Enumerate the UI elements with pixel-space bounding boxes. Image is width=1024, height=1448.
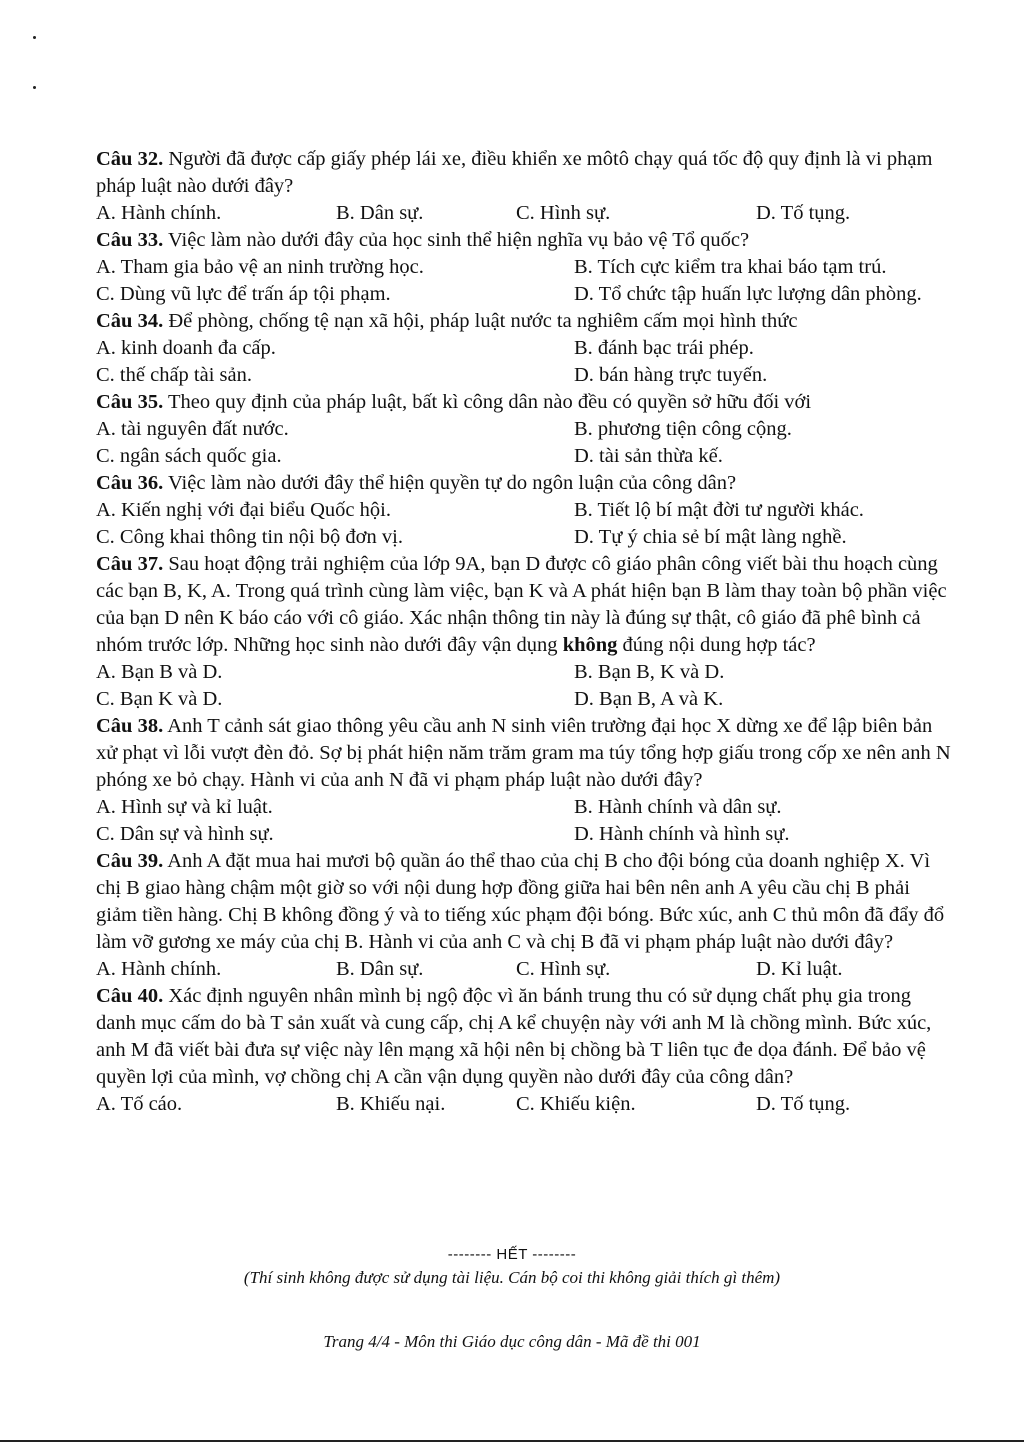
option-a[interactable]: A. Hình sự và kỉ luật.	[96, 796, 273, 818]
question-text: Người đã được cấp giấy phép lái xe, điều khiển xe môtô chạy quá tốc độ quy định là vi phạm pháp luật nào dưới đây?	[96, 148, 933, 197]
question-label: Câu 39.	[96, 850, 164, 872]
question-label: Câu 33.	[96, 229, 164, 251]
question-stem	[96, 146, 956, 200]
option-d[interactable]: D. Tố tụng.	[756, 1093, 851, 1115]
question-38	[96, 713, 956, 848]
option-b[interactable]: B. Khiếu nại.	[336, 1093, 446, 1115]
option-b[interactable]: B. đánh bạc trái phép.	[574, 337, 754, 359]
option-d[interactable]: D. Kỉ luật.	[756, 958, 843, 980]
option-d[interactable]: D. Tự ý chia sẻ bí mật làng nghề.	[574, 526, 847, 548]
option-d[interactable]: D. bán hàng trực tuyến.	[574, 364, 768, 386]
question-text: Sau hoạt động trải nghiệm của lớp 9A, bạn D được cô giáo phân công viết bài thu hoạch cùng các bạn B, K, A. Trong quá trình cùng làm việc, bạn K và A phát hiện bạn B làm thay toàn bộ phần việc của bạn D nên K báo cáo với cô giáo. Xác nhận thông tin này là đúng sự thật, cô giáo đã phê bình cả nhóm trước lớp. Những học sinh nào dưới đây vận dụng	[96, 553, 947, 656]
question-text: Anh A đặt mua hai mươi bộ quần áo thể thao của chị B cho đội bóng của doanh nghiệp X. Vì chị B giao hàng chậm một giờ so với nội dung hợp đồng giữa hai bên nên anh A yêu cầu chị B phải giảm tiền hàng. Chị B không đồng ý và to tiếng xúc phạm đội bóng. Bức xúc, anh C thủ môn đã đẩy đổ làm vỡ gương xe máy của chị B. Hành vi của anh C và chị B đã vi phạm pháp luật nào dưới đây?	[96, 850, 945, 953]
question-stem	[96, 308, 956, 335]
end-of-exam-mark: -------- HẾT --------	[447, 1246, 577, 1263]
option-a[interactable]: A. tài nguyên đất nước.	[96, 418, 289, 440]
question-text: Anh T cảnh sát giao thông yêu cầu anh N sinh viên trường đại học X dừng xe để lập biên bản xử phạt vì lỗi vượt đèn đỏ. Sợ bị phát hiện năm trăm gram ma túy tổng hợp giấu trong cốp xe nên anh N phóng xe bỏ chạy. Hành vi của anh N đã vi phạm pháp luật nào dưới đây?	[96, 715, 951, 791]
scan-mark	[33, 36, 36, 39]
option-c[interactable]: C. Công khai thông tin nội bộ đơn vị.	[96, 526, 403, 548]
option-c[interactable]: C. Khiếu kiện.	[516, 1093, 636, 1115]
question-text-end: đúng nội dung hợp tác?	[622, 634, 816, 656]
question-stem	[96, 551, 956, 659]
exam-page	[96, 146, 956, 1118]
question-stem	[96, 389, 956, 416]
option-b[interactable]: B. Bạn B, K và D.	[574, 661, 725, 683]
scan-border-line	[0, 1440, 1024, 1442]
question-label: Câu 38.	[96, 715, 164, 737]
page-footer: Trang 4/4 - Môn thi Giáo dục công dân - Mã đề thi 001	[323, 1332, 701, 1351]
option-a[interactable]: A. Kiến nghị với đại biểu Quốc hội.	[96, 499, 391, 521]
question-label: Câu 35.	[96, 391, 164, 413]
answer-options	[96, 1091, 956, 1118]
question-label: Câu 37.	[96, 553, 164, 575]
option-c[interactable]: C. Hình sự.	[516, 958, 611, 980]
option-a[interactable]: A. kinh doanh đa cấp.	[96, 337, 276, 359]
option-c[interactable]: C. ngân sách quốc gia.	[96, 445, 282, 467]
option-c[interactable]: C. Hình sự.	[516, 202, 611, 224]
question-text: Theo quy định của pháp luật, bất kì công dân nào đều có quyền sở hữu đối với	[167, 391, 812, 413]
option-a[interactable]: A. Hành chính.	[96, 958, 222, 980]
option-b[interactable]: B. Hành chính và dân sự.	[574, 796, 782, 818]
option-b[interactable]: B. Dân sự.	[336, 958, 424, 980]
question-stem	[96, 227, 956, 254]
option-d[interactable]: D. Hành chính và hình sự.	[574, 823, 790, 845]
question-text: Để phòng, chống tệ nạn xã hội, pháp luật nước ta nghiêm cấm mọi hình thức	[168, 310, 798, 332]
question-label: Câu 36.	[96, 472, 164, 494]
question-stem	[96, 713, 956, 794]
question-32	[96, 146, 956, 227]
question-35	[96, 389, 956, 470]
question-33	[96, 227, 956, 308]
option-d[interactable]: D. Tổ chức tập huấn lực lượng dân phòng.	[574, 283, 922, 305]
scan-mark	[33, 86, 36, 89]
option-a[interactable]: A. Tố cáo.	[96, 1093, 183, 1115]
question-text: Việc làm nào dưới đây của học sinh thể hiện nghĩa vụ bảo vệ Tổ quốc?	[167, 229, 750, 251]
answer-options	[96, 659, 956, 713]
answer-options	[96, 200, 956, 227]
question-34	[96, 308, 956, 389]
question-39	[96, 848, 956, 983]
exam-note: (Thí sinh không được sử dụng tài liệu. Cán bộ coi thi không giải thích gì thêm)	[243, 1268, 781, 1287]
option-a[interactable]: A. Bạn B và D.	[96, 661, 223, 683]
option-c[interactable]: C. Bạn K và D.	[96, 688, 223, 710]
question-37	[96, 551, 956, 713]
question-label: Câu 34.	[96, 310, 164, 332]
option-b[interactable]: B. Tiết lộ bí mật đời tư người khác.	[574, 499, 864, 521]
answer-options	[96, 794, 956, 848]
option-b[interactable]: B. phương tiện công cộng.	[574, 418, 792, 440]
question-40	[96, 983, 956, 1118]
answer-options	[96, 416, 956, 470]
option-d[interactable]: D. Bạn B, A và K.	[574, 688, 724, 710]
answer-options	[96, 497, 956, 551]
answer-options	[96, 254, 956, 308]
emphasis-word: không	[562, 634, 618, 656]
option-a[interactable]: A. Hành chính.	[96, 202, 222, 224]
answer-options	[96, 956, 956, 983]
option-b[interactable]: B. Tích cực kiểm tra khai báo tạm trú.	[574, 256, 887, 278]
question-36	[96, 470, 956, 551]
question-text: Xác định nguyên nhân mình bị ngộ độc vì ăn bánh trung thu có sử dụng chất phụ gia trong danh mục cấm do bà T sản xuất và cung cấp, chị A kể chuyện này với anh M là chồng mình. Bức xúc, anh M đã viết bài đưa sự việc này lên mạng xã hội nên bị chồng bà T liên tục đe dọa đánh. Để bảo vệ quyền lợi của mình, vợ chồng chị A cần vận dụng quyền nào dưới đây của công dân?	[96, 985, 932, 1088]
answer-options	[96, 335, 956, 389]
question-label: Câu 40.	[96, 985, 164, 1007]
option-a[interactable]: A. Tham gia bảo vệ an ninh trường học.	[96, 256, 424, 278]
question-label: Câu 32.	[96, 148, 164, 170]
question-stem	[96, 983, 956, 1091]
option-d[interactable]: D. tài sản thừa kế.	[574, 445, 723, 467]
option-b[interactable]: B. Dân sự.	[336, 202, 424, 224]
option-c[interactable]: C. thế chấp tài sản.	[96, 364, 252, 386]
question-text: Việc làm nào dưới đây thể hiện quyền tự do ngôn luận của công dân?	[167, 472, 737, 494]
option-d[interactable]: D. Tố tụng.	[756, 202, 851, 224]
question-stem	[96, 848, 956, 956]
option-c[interactable]: C. Dùng vũ lực để trấn áp tội phạm.	[96, 283, 391, 305]
option-c[interactable]: C. Dân sự và hình sự.	[96, 823, 274, 845]
question-stem	[96, 470, 956, 497]
